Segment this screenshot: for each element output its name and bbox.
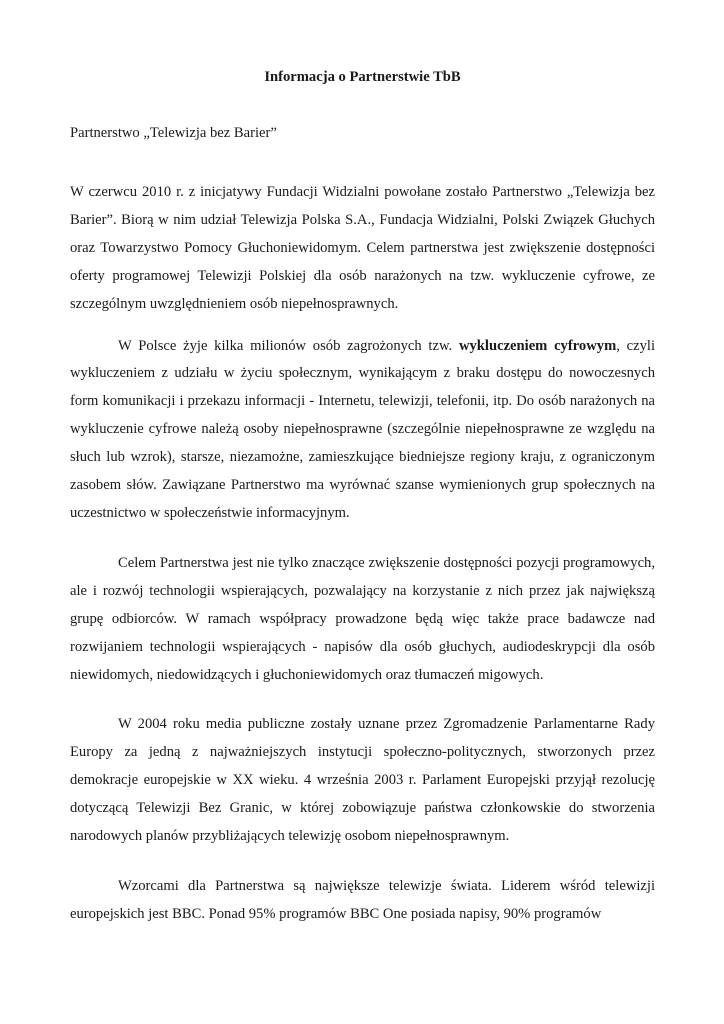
paragraph-1: W czerwcu 2010 r. z inicjatywy Fundacji Widzialni powołane zostało Partnerstwo „Telewizja bez Barier”. Biorą w nim udział Telewizja Polska S.A., Fundacja Widzialni, Polski Związek Głuchych oraz Towarzystwo Pomocy Głuchoniewidomym. Celem partnerstwa jest zwiększenie dostępności oferty programowej Telewizji Polskiej dla osób narażonych na tzw. wykluczenie cyfrowe, ze szczególnym uwzględnieniem osób niepełnosprawnych. bbox=[70, 184, 655, 312]
paragraph-2-bold-term: wykluczeniem cyfrowym bbox=[458, 337, 617, 354]
document-title: Informacja o Partnerstwie TbB bbox=[264, 69, 461, 85]
paragraph-3: Celem Partnerstwa jest nie tylko znaczące zwiększenie dostępności pozycji programowych, ale i rozwój technologii wspierających, pozwalający na korzystanie z nich przez jak największą grupę odbiorców. W ramach współpracy prowadzone będą więc także prace badawcze nad rozwijaniem technologii wspierających - napisów dla osób głuchych, audiodeskrypcji dla osób niewidomych, niedowidzących i głuchoniewidomych oraz tłumaczeń migowych. bbox=[70, 554, 655, 683]
paragraph-5: Wzorcami dla Partnerstwa są największe telewizje świata. Liderem wśród telewizji europejskich jest BBC. Ponad 95% programów BBC One posiada napisy, 90% programów bbox=[70, 877, 655, 922]
paragraph-2 bbox=[70, 333, 655, 528]
paragraph-2-text-end: , czyli wykluczeniem z udziału w życiu społecznym, wynikającym z braku dostępu do nowoczesnych form komunikacji i przekazu informacji - Internetu, telewizji, telefonii, itp. Do osób narażonych na wykluczenie cyfrowe należą osoby niepełnosprawne (szczególnie niepełnosprawne ze względu na słuch lub wzrok), starsze, niezamożne, zamieszkujące biedniejsze regiony kraju, z ograniczonym zasobem słów. Zawiązane Partnerstwo ma wyrównać szanse wymienionych grup społecznych na uczestnictwo w społeczeństwie informacyjnym. bbox=[70, 337, 655, 521]
paragraph-2-text-start: W Polsce żyje kilka milionów osób zagrożonych tzw. bbox=[118, 337, 459, 354]
paragraph-4: W 2004 roku media publiczne zostały uznane przez Zgromadzenie Parlamentarne Rady Europy za jedną z najważniejszych instytucji społeczno-politycznych, stworzonych przez demokracje europejskie w XX wieku. 4 września 2003 r. Parlament Europejski przyjął rezolucję dotyczącą Telewizji Bez Granic, w której zobowiązuje państwa członkowskie do stworzenia narodowych planów przybliżających telewizję osobom niepełnosprawnym. bbox=[70, 716, 655, 845]
document-subtitle: Partnerstwo „Telewizja bez Barier” bbox=[70, 125, 277, 141]
